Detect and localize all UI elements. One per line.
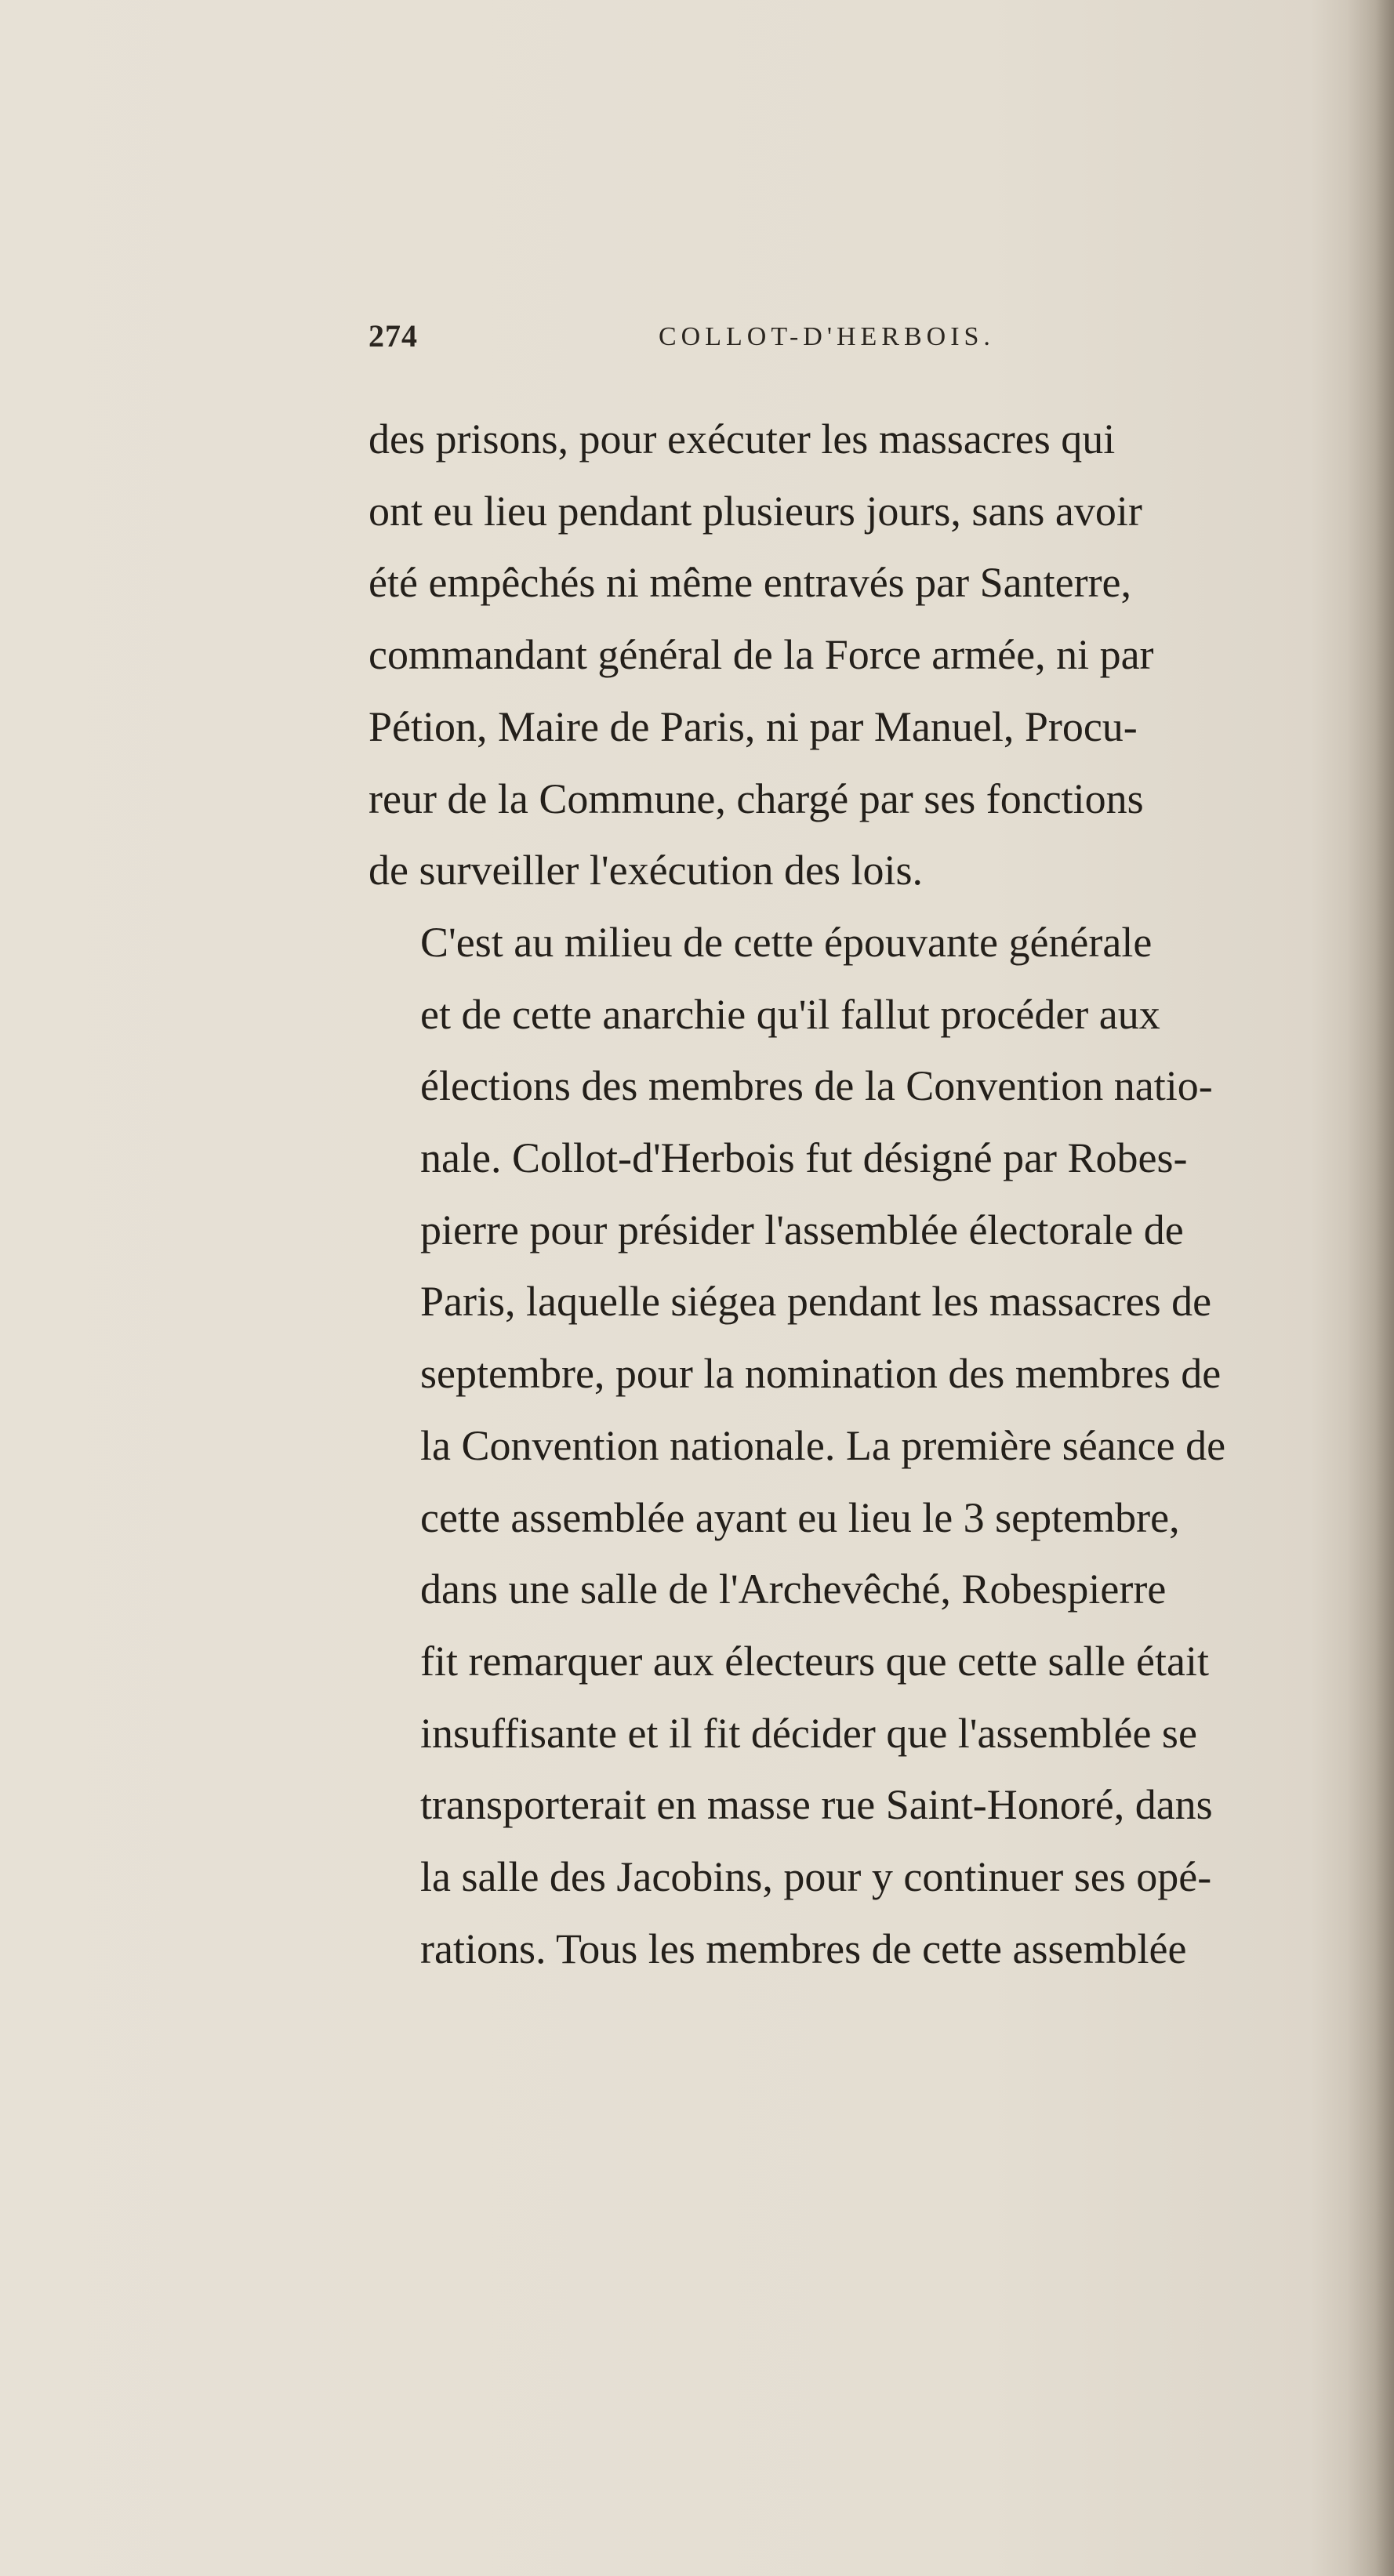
text-line: Paris, laquelle siégea pendant les massacres de [420,1278,1212,1326]
text-line: Pétion, Maire de Paris, ni par Manuel, Procu- [368,702,1138,750]
text-line: dans une salle de l'Archevêché, Robespierre [420,1566,1167,1613]
text-line: la Convention nationale. La première séance de [420,1421,1226,1469]
text-line: reur de la Commune, chargé par ses fonctions [368,775,1144,822]
text-line: rations. Tous les membres de cette assemblée [420,1925,1187,1972]
text-line: été empêchés ni même entravés par Santerre, [368,559,1132,607]
paragraph-1 [368,404,1349,907]
running-title: COLLOT-D'HERBOIS. [659,322,995,351]
text-line: la salle des Jacobins, pour y continuer ses opé- [420,1853,1212,1901]
text-line: commandant général de la Force armée, ni par [368,631,1154,679]
text-line: fit remarquer aux électeurs que cette salle était [420,1637,1209,1685]
paragraph-2 [368,907,1349,1986]
running-head [368,317,1113,365]
text-line: de surveiller l'exécution des lois. [368,847,924,894]
page-edge-shadow [1347,0,1394,2576]
text-line: des prisons, pour exécuter les massacres qui [368,415,1116,463]
text-line: insuffisante et il fit décider que l'assemblée se [420,1709,1197,1757]
text-line: pierre pour présider l'assemblée électorale de [420,1206,1184,1254]
body-text [368,404,1349,1985]
text-line: transporterait en masse rue Saint-Honoré, dans [420,1781,1213,1829]
text-line: ont eu lieu pendant plusieurs jours, sans avoir [368,487,1142,535]
text-line: septembre, pour la nomination des membres de [420,1350,1222,1398]
page-number: 274 [368,318,418,354]
text-line: élections des membres de la Convention natio- [420,1062,1213,1110]
text-line: cette assemblée ayant eu lieu le 3 septembre, [420,1493,1180,1541]
text-line: nale. Collot-d'Herbois fut désigné par Robes- [420,1134,1188,1182]
text-line: et de cette anarchie qu'il fallut procéder aux [420,990,1160,1038]
text-line: C'est au milieu de cette épouvante générale [420,918,1153,966]
